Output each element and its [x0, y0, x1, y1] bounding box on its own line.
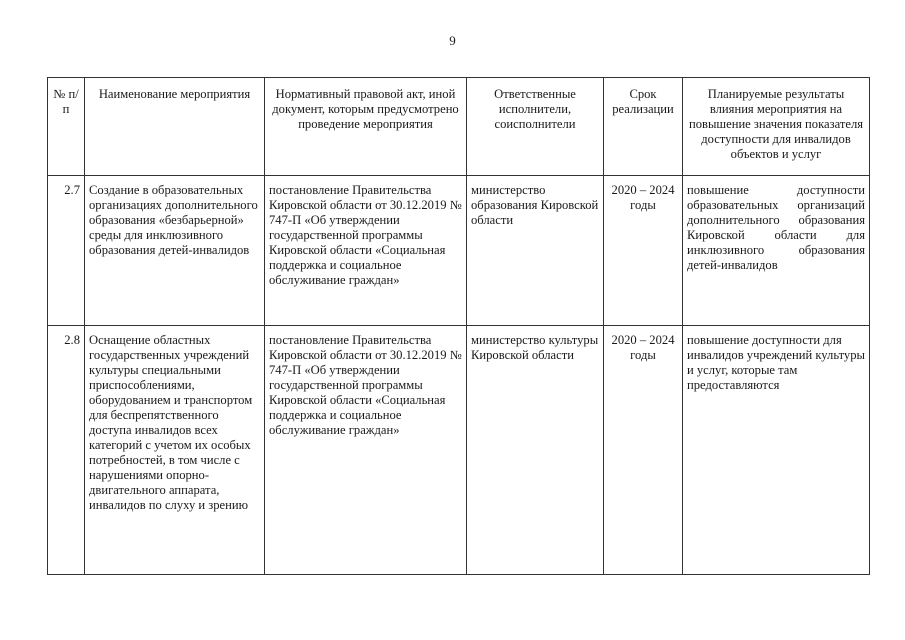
measures-table — [47, 77, 870, 575]
header-term: Срок реализации — [604, 78, 683, 176]
table-header-row — [48, 78, 870, 176]
cell-name: Оснащение областных государственных учреждений культуры специальными приспособлениями, оборудованием и транспортом для беспрепятственного доступа инвалидов всех категорий с учетом их особых потребностей, в том числе с нарушениями опорно-двигательного аппарата, инвалидов по слуху и зрению — [85, 326, 265, 575]
cell-name: Создание в образовательных организациях дополнительного образования «безбарьерной» среды для инклюзивного образования детей-инвалидов — [85, 176, 265, 326]
table-row — [48, 176, 870, 326]
cell-term: 2020 – 2024 годы — [604, 326, 683, 575]
cell-term: 2020 – 2024 годы — [604, 176, 683, 326]
header-executor: Ответственные исполнители, соисполнители — [467, 78, 604, 176]
cell-result: повышение доступности образовательных организаций дополнительного образования Кировской области для инклюзивного образования детей-инвалидов — [683, 176, 870, 326]
cell-executor: министерство культуры Кировской области — [467, 326, 604, 575]
cell-result: повышение доступности для инвалидов учреждений культуры и услуг, которые там предоставляются — [683, 326, 870, 575]
table-row — [48, 326, 870, 575]
header-name: Наименование мероприятия — [85, 78, 265, 176]
cell-num: 2.8 — [48, 326, 85, 575]
header-result: Планируемые результаты влияния мероприятия на повышение значения показателя доступности для инвалидов объектов и услуг — [683, 78, 870, 176]
cell-executor: министерство образования Кировской области — [467, 176, 604, 326]
header-act: Нормативный правовой акт, иной документ, которым предусмотрено проведение мероприятия — [265, 78, 467, 176]
cell-num: 2.7 — [48, 176, 85, 326]
header-num: № п/п — [48, 78, 85, 176]
cell-act: постановление Правительства Кировской области от 30.12.2019 № 747-П «Об утверждении государственной программы Кировской области «Социальная поддержка и социальное обслуживание граждан» — [265, 326, 467, 575]
page-number: 9 — [449, 33, 456, 48]
cell-act: постановление Правительства Кировской области от 30.12.2019 № 747-П «Об утверждении государственной программы Кировской области «Социальная поддержка и социальное обслуживание граждан» — [265, 176, 467, 326]
